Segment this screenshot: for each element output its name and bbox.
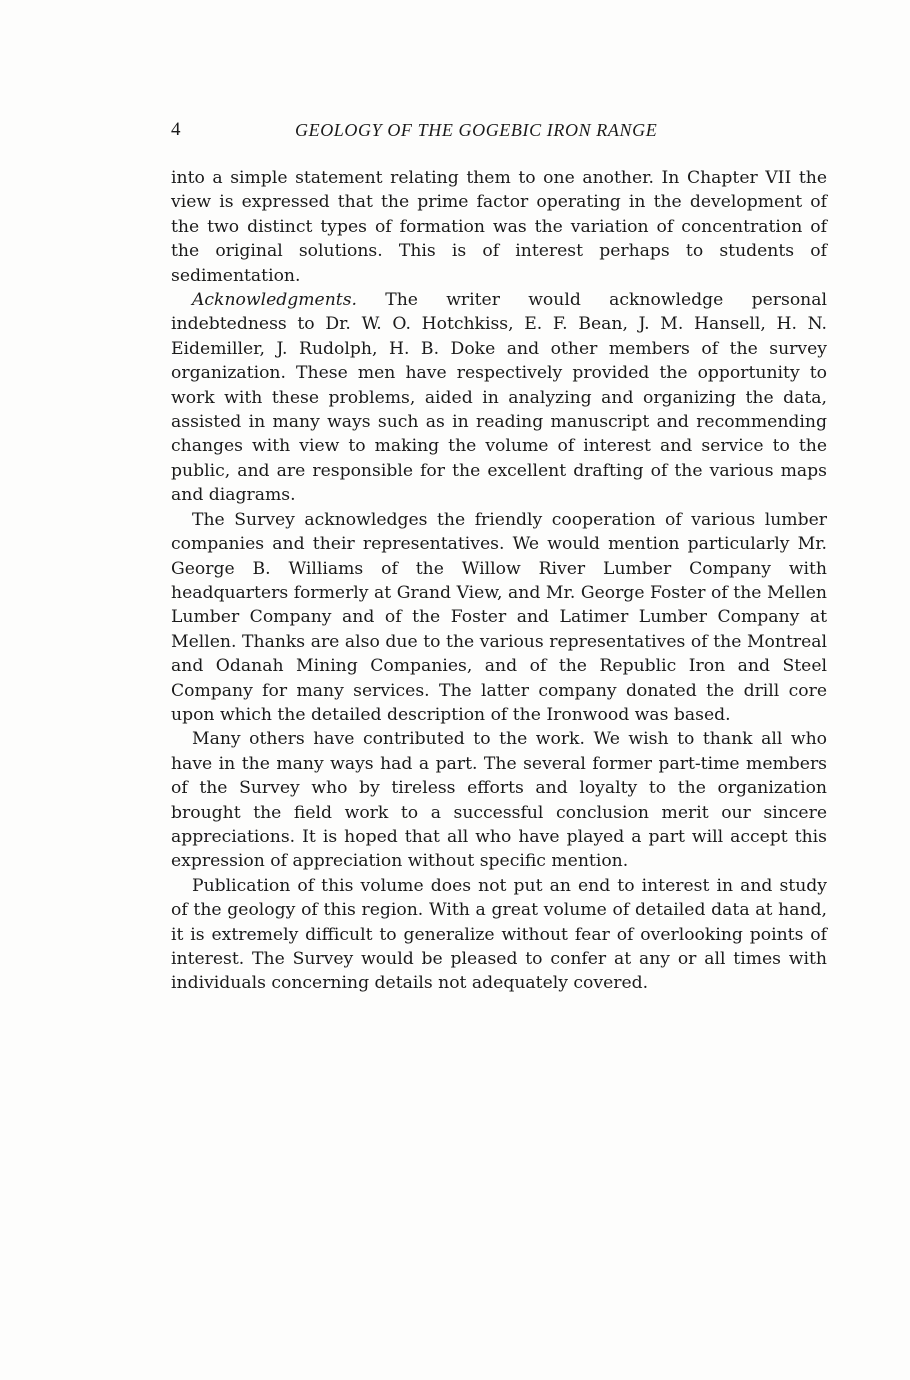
paragraph-contributors [171, 727, 827, 873]
paragraph-intro-continuation [171, 166, 827, 288]
paragraph-text: Publication of this volume does not put an end to interest in and study of the geology of this region. With a great volume of detailed data at hand, it is extremely difficult to generalize without fear of overlooking points of interest. The Survey would be pleased to confer at any or all times with individuals concerning details not adequately covered. [171, 875, 827, 994]
paragraph-text: into a simple statement relating them to one another. In Chapter VII the view is expressed that the prime factor operating in the development of the two distinct types of formation was the variation of concentration of the original solutions. This is of interest perhaps to students of sedimentation. [171, 168, 827, 286]
paragraph-lumber-companies [171, 508, 827, 728]
paragraph-text: The Survey acknowledges the friendly cooperation of various lumber companies and their representatives. We would mention particularly Mr. George B. Williams of the Willow River Lumber Company with headquarters formerly at Grand View, and Mr. George Foster of the Mellen Lumber Company and of the Foster and Latimer Lumber Company at Mellen. Thanks are also due to the various representatives of the Montreal and Odanah Mining Companies, and of the Republic Iron and Steel Company for many services. The latter company donated the drill core upon which the detailed description of the Ironwood was based. [171, 509, 827, 725]
section-lead-acknowledgments: Acknowledgments. [192, 290, 357, 311]
running-title: GEOLOGY OF THE GOGEBIC IRON RANGE [295, 120, 658, 140]
body-text [171, 166, 827, 996]
paragraph-text: The writer would acknowledge personal indebtedness to Dr. W. O. Hotchkiss, E. F. Bean, J. M. Hansell, H. N. Eidemiller, J. Rudolph, H. B. Doke and other members of the survey organization. These men have respectively provided the opportunity to work with these problems, aided in analyzing and organizing the data, assisted in many ways such as in reading manuscript and recommending changes with view to making the volume of interest and service to the public, and are responsible for the excellent drafting of the various maps and diagrams. [171, 290, 827, 506]
paragraph-text: Many others have contributed to the work. We wish to thank all who have in the many ways had a part. The several former part-time members of the Survey who by tireless efforts and loyalty to the organization brought the field work to a successful conclusion merit our sincere appreciations. It is hoped that all who have played a part will accept this expression of appreciation without specific mention. [171, 729, 827, 872]
paragraph-acknowledgments [171, 288, 827, 508]
running-head [171, 119, 827, 143]
page-number: 4 [171, 119, 181, 140]
paragraph-publication [171, 874, 827, 996]
